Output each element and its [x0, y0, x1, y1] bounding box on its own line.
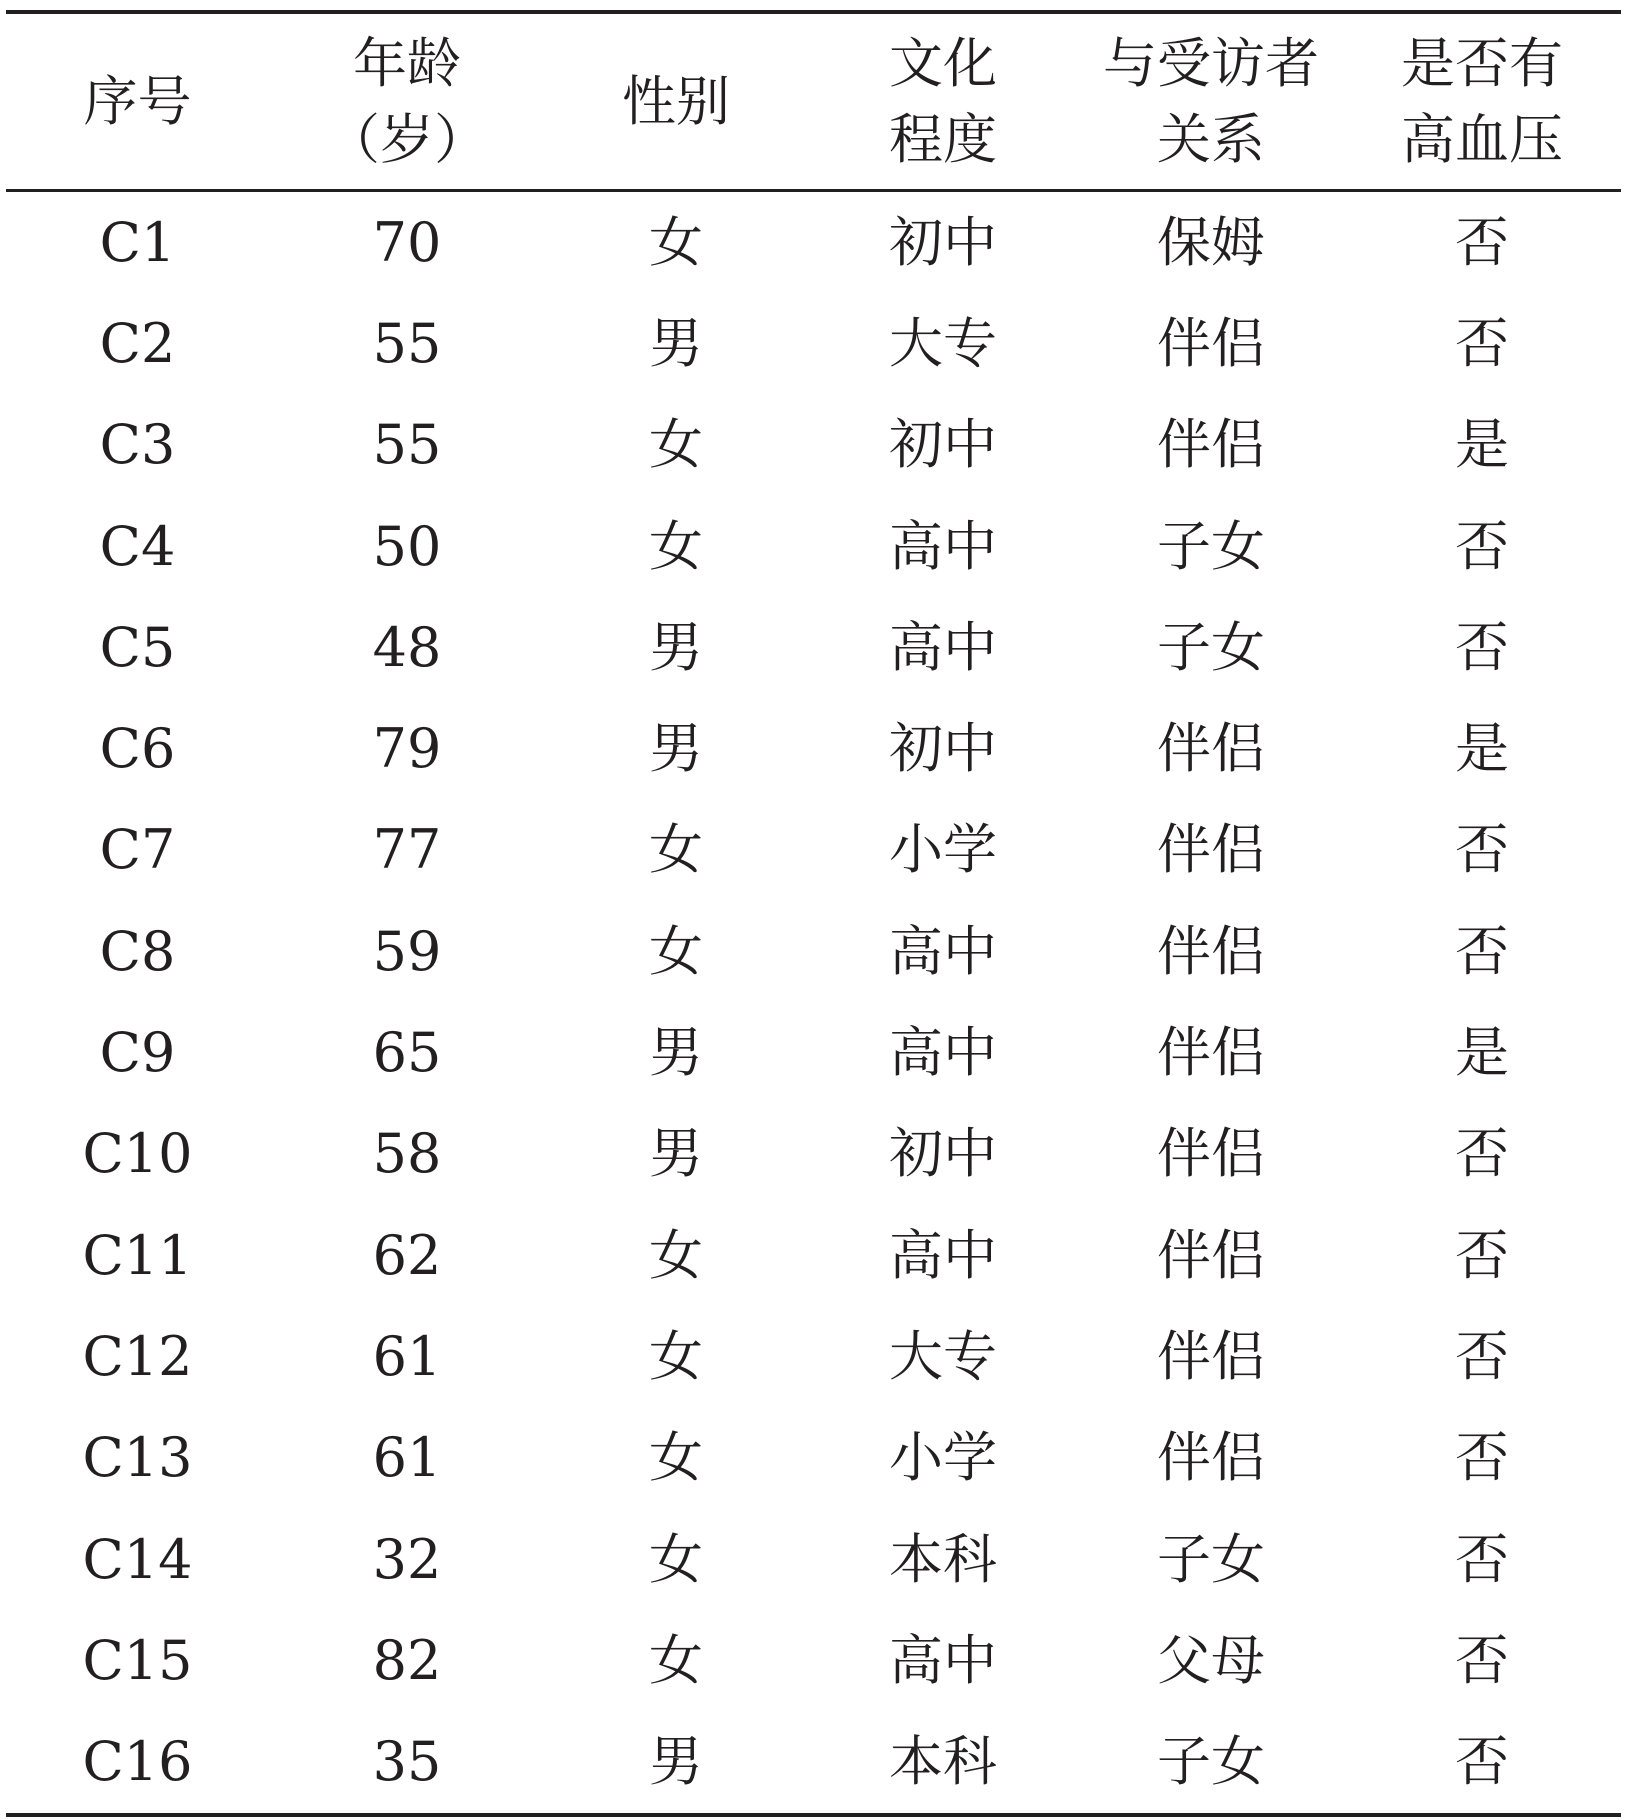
cell-col-relation: 子女: [1157, 1527, 1265, 1591]
cell-col-serial: C11: [82, 1223, 193, 1287]
cell-col-hypertension: 否: [1455, 1628, 1509, 1692]
header-col-serial: [6, 14, 269, 189]
table-row: [6, 1205, 1621, 1306]
cell-col-hypertension: 否: [1455, 919, 1509, 983]
header-col-education-line: 文化: [889, 31, 997, 95]
cell-col-serial: C13: [82, 1426, 193, 1490]
header-col-education: [807, 14, 1079, 189]
cell-col-education: 小学: [889, 1426, 997, 1490]
cell-col-relation: 保姆: [1157, 210, 1265, 274]
header-col-hypertension: [1343, 14, 1621, 189]
cell-col-relation: 伴侣: [1157, 1223, 1265, 1287]
header-row: [6, 14, 1621, 189]
cell-col-gender: 男: [649, 1021, 703, 1085]
header-col-age: [269, 14, 545, 189]
cell-col-relation: 伴侣: [1157, 1021, 1265, 1085]
cell-col-education: 高中: [889, 1628, 997, 1692]
table-body: [6, 192, 1621, 1813]
header-col-age-line: 年龄: [353, 31, 461, 95]
cell-col-gender: 女: [649, 514, 703, 578]
cell-col-gender: 男: [649, 615, 703, 679]
table-row: [6, 901, 1621, 1002]
cell-col-relation: 伴侣: [1157, 311, 1265, 375]
cell-col-hypertension: 是: [1455, 1021, 1509, 1085]
cell-col-serial: C15: [82, 1628, 193, 1692]
table-row: [6, 698, 1621, 799]
table-row: [6, 597, 1621, 698]
data-table: [6, 14, 1621, 189]
cell-col-serial: C6: [99, 717, 176, 781]
table-row: [6, 1104, 1621, 1205]
cell-col-serial: C10: [82, 1122, 193, 1186]
cell-col-education: 本科: [889, 1730, 997, 1794]
data-table-body: [6, 192, 1621, 1813]
cell-col-gender: 女: [649, 413, 703, 477]
table-row: [6, 1002, 1621, 1103]
cell-col-education: 高中: [889, 514, 997, 578]
cell-col-age: 70: [372, 210, 442, 274]
cell-col-gender: 男: [649, 717, 703, 781]
table-row: [6, 293, 1621, 394]
cell-col-relation: 伴侣: [1157, 1426, 1265, 1490]
cell-col-hypertension: 否: [1455, 1122, 1509, 1186]
cell-col-serial: C1: [99, 210, 176, 274]
cell-col-education: 高中: [889, 1021, 997, 1085]
table-row: [6, 496, 1621, 597]
cell-col-age: 77: [372, 818, 442, 882]
cell-col-serial: C14: [82, 1527, 193, 1591]
cell-col-education: 初中: [889, 1122, 997, 1186]
table-header: [6, 14, 1621, 189]
cell-col-age: 82: [372, 1628, 442, 1692]
header-col-age-line: （岁）: [326, 107, 488, 171]
cell-col-education: 初中: [889, 717, 997, 781]
cell-col-age: 58: [372, 1122, 442, 1186]
cell-col-relation: 子女: [1157, 615, 1265, 679]
cell-col-serial: C2: [99, 311, 176, 375]
cell-col-age: 55: [372, 413, 442, 477]
header-col-relation-line: 与受访者: [1103, 31, 1319, 95]
cell-col-relation: 子女: [1157, 1730, 1265, 1794]
cell-col-hypertension: 否: [1455, 1426, 1509, 1490]
cell-col-serial: C5: [99, 615, 176, 679]
cell-col-age: 61: [372, 1324, 442, 1388]
cell-col-relation: 父母: [1157, 1628, 1265, 1692]
cell-col-age: 59: [372, 919, 442, 983]
header-col-serial-line: 序号: [83, 69, 192, 133]
cell-col-serial: C16: [82, 1730, 193, 1794]
cell-col-relation: 子女: [1157, 514, 1265, 578]
cell-col-gender: 女: [649, 1628, 703, 1692]
cell-col-serial: C8: [99, 919, 176, 983]
cell-col-gender: 女: [649, 210, 703, 274]
cell-col-gender: 女: [649, 1527, 703, 1591]
cell-col-education: 高中: [889, 919, 997, 983]
header-col-education-line: 程度: [889, 107, 997, 171]
cell-col-education: 初中: [889, 413, 997, 477]
cell-col-hypertension: 否: [1455, 311, 1509, 375]
cell-col-hypertension: 否: [1455, 210, 1509, 274]
cell-col-relation: 伴侣: [1157, 717, 1265, 781]
header-col-gender-line: 性别: [622, 69, 730, 133]
cell-col-education: 本科: [889, 1527, 997, 1591]
header-col-relation-line: 关系: [1157, 107, 1265, 171]
cell-col-education: 大专: [889, 311, 997, 375]
cell-col-gender: 女: [649, 1223, 703, 1287]
cell-col-hypertension: 否: [1455, 1324, 1509, 1388]
data-table-container: [6, 10, 1621, 1817]
cell-col-hypertension: 否: [1455, 1730, 1509, 1794]
cell-col-hypertension: 是: [1455, 717, 1509, 781]
cell-col-age: 61: [372, 1426, 442, 1490]
cell-col-education: 初中: [889, 210, 997, 274]
table-row: [6, 1610, 1621, 1711]
table-row: [6, 800, 1621, 901]
cell-col-relation: 伴侣: [1157, 919, 1265, 983]
cell-col-serial: C4: [99, 514, 176, 578]
cell-col-gender: 男: [649, 1730, 703, 1794]
cell-col-age: 32: [372, 1527, 442, 1591]
cell-col-hypertension: 否: [1455, 615, 1509, 679]
cell-col-education: 小学: [889, 818, 997, 882]
cell-col-age: 65: [372, 1021, 442, 1085]
cell-col-gender: 女: [649, 1324, 703, 1388]
cell-col-education: 高中: [889, 615, 997, 679]
cell-col-age: 79: [372, 717, 442, 781]
table-row: [6, 192, 1621, 293]
cell-col-relation: 伴侣: [1157, 1324, 1265, 1388]
cell-col-education: 大专: [889, 1324, 997, 1388]
table-row: [6, 1711, 1621, 1812]
cell-col-gender: 女: [649, 1426, 703, 1490]
cell-col-hypertension: 否: [1455, 514, 1509, 578]
cell-col-serial: C7: [99, 818, 176, 882]
cell-col-serial: C3: [99, 413, 176, 477]
cell-col-age: 48: [372, 615, 442, 679]
cell-col-education: 高中: [889, 1223, 997, 1287]
header-col-gender: [545, 14, 807, 189]
bottom-rule: [6, 1813, 1621, 1817]
cell-col-serial: C12: [82, 1324, 193, 1388]
cell-col-relation: 伴侣: [1157, 818, 1265, 882]
cell-col-relation: 伴侣: [1157, 413, 1265, 477]
cell-col-hypertension: 否: [1455, 818, 1509, 882]
cell-col-relation: 伴侣: [1157, 1122, 1265, 1186]
cell-col-gender: 男: [649, 1122, 703, 1186]
table-row: [6, 1509, 1621, 1610]
header-col-hypertension-line: 是否有: [1401, 31, 1563, 95]
cell-col-age: 50: [372, 514, 442, 578]
cell-col-hypertension: 否: [1455, 1527, 1509, 1591]
cell-col-serial: C9: [99, 1021, 176, 1085]
cell-col-age: 35: [372, 1730, 442, 1794]
table-row: [6, 1306, 1621, 1407]
cell-col-hypertension: 否: [1455, 1223, 1509, 1287]
cell-col-age: 62: [372, 1223, 442, 1287]
cell-col-gender: 女: [649, 818, 703, 882]
cell-col-gender: 男: [649, 311, 703, 375]
table-row: [6, 1408, 1621, 1509]
cell-col-gender: 女: [649, 919, 703, 983]
cell-col-hypertension: 是: [1455, 413, 1509, 477]
header-col-relation: [1079, 14, 1343, 189]
header-col-hypertension-line: 高血压: [1401, 107, 1563, 171]
table-row: [6, 395, 1621, 496]
cell-col-age: 55: [372, 311, 442, 375]
